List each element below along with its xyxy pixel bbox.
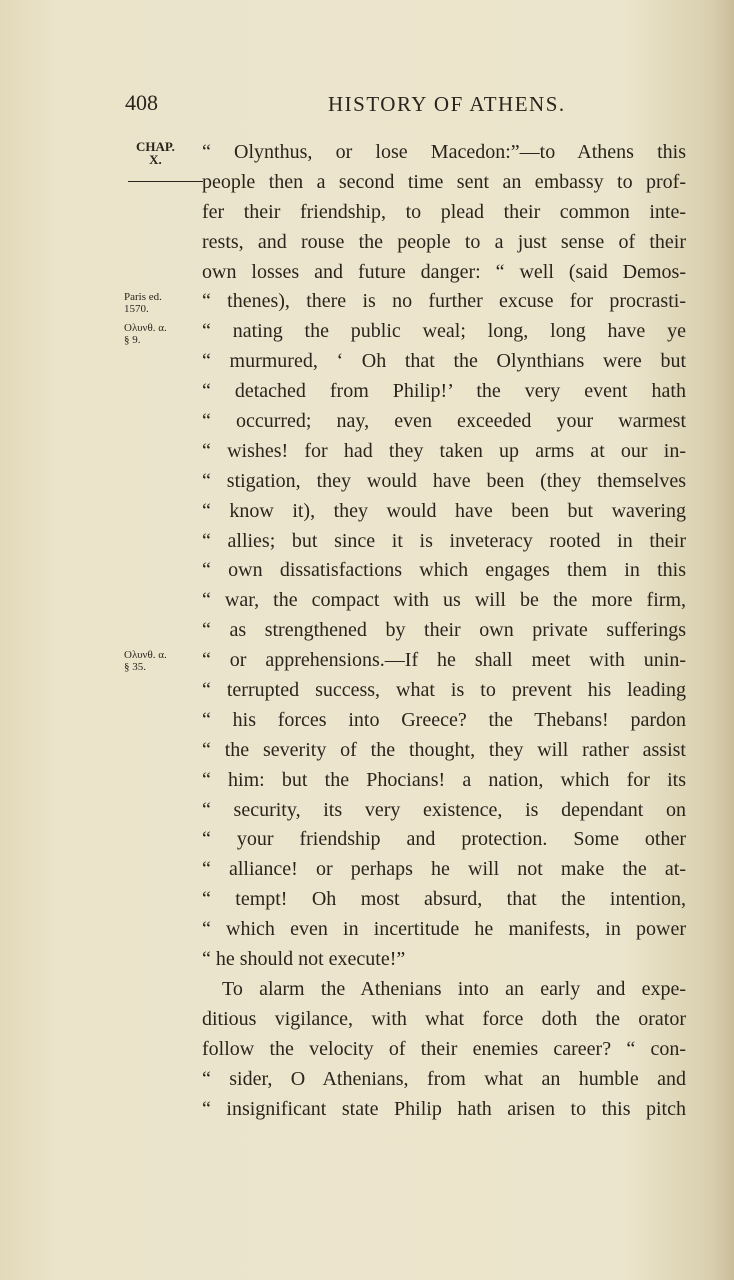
- text-line: follow the velocity of their enemies career? “ con-: [202, 1037, 686, 1060]
- text-line: “ the severity of the thought, they will rather assist: [202, 738, 686, 761]
- text-line: “ stigation, they would have been (they themselves: [202, 469, 686, 492]
- chapter-label: [136, 140, 175, 166]
- text-line: “ alliance! or perhaps he will not make the at-: [202, 858, 686, 881]
- text-line: ditious vigilance, with what force doth the orator: [202, 1007, 686, 1030]
- text-line: “ murmured, ‘ Oh that the Olynthians were but: [202, 350, 686, 373]
- margin-note-line: Paris ed.: [124, 291, 162, 303]
- text-line: “ security, its very existence, is dependant on: [202, 798, 686, 821]
- text-line: rests, and rouse the people to a just sense of their: [202, 230, 686, 253]
- text-line: “ which even in incertitude he manifests, in power: [202, 918, 686, 941]
- text-line: fer their friendship, to plead their common inte-: [202, 200, 686, 223]
- text-line: “ thenes), there is no further excuse for procrasti-: [202, 290, 686, 313]
- text-line: “ tempt! Oh most absurd, that the intention,: [202, 888, 686, 911]
- text-line: people then a second time sent an embassy to prof-: [202, 170, 686, 193]
- chapter-number: X.: [149, 152, 162, 167]
- text-line: “ as strengthened by their own private sufferings: [202, 619, 686, 642]
- page-number: 408: [125, 90, 158, 115]
- margin-note-line: Ολυνθ. α.: [124, 322, 167, 334]
- text-line: “ nating the public weal; long, long have ye: [202, 320, 686, 343]
- text-line: own losses and future danger: “ well (said Demos-: [202, 260, 686, 283]
- text-line: “ detached from Philip!’ the very event hath: [202, 380, 686, 403]
- text-line: “ war, the compact with us will be the more firm,: [202, 589, 686, 612]
- text-line: “ your friendship and protection. Some other: [202, 828, 686, 851]
- margin-note-olynth-9: [124, 323, 167, 346]
- margin-note-line: Ολυνθ. α.: [124, 649, 167, 661]
- running-title: HISTORY OF ATHENS.: [328, 92, 566, 116]
- margin-note-paris-edition: [124, 292, 162, 315]
- text-line: “ own dissatisfactions which engages them in this: [202, 559, 686, 582]
- text-line: “ allies; but since it is inveteracy rooted in their: [202, 529, 686, 552]
- text-line: “ Olynthus, or lose Macedon:”—to Athens this: [202, 141, 686, 163]
- margin-note-olynth-35: [124, 650, 167, 673]
- text-line: “ wishes! for had they taken up arms at our in-: [202, 439, 686, 462]
- margin-note-line: § 35.: [124, 660, 146, 673]
- text-line: “ occurred; nay, even exceeded your warmest: [202, 410, 686, 433]
- text-line: “ he should not execute!”: [202, 948, 406, 971]
- chapter-label-text: CHAP.: [136, 139, 175, 154]
- text-line: To alarm the Athenians into an early and expe-: [222, 977, 686, 1000]
- text-line: “ or apprehensions.—If he shall meet with unin-: [202, 649, 686, 672]
- text-line: “ his forces into Greece? the Thebans! pardon: [202, 708, 686, 731]
- text-line: “ him: but the Phocians! a nation, which for its: [202, 768, 686, 791]
- text-line: “ sider, O Athenians, from what an humble and: [202, 1067, 686, 1090]
- margin-note-line: § 9.: [124, 333, 141, 346]
- margin-note-line: 1570.: [124, 302, 149, 315]
- text-line: “ know it), they would have been but wavering: [202, 499, 686, 522]
- text-line: “ terrupted success, what is to prevent his leading: [202, 679, 686, 702]
- text-line: “ insignificant state Philip hath arisen to this pitch: [202, 1097, 686, 1120]
- chapter-rule: [128, 181, 203, 182]
- body-text: [202, 138, 686, 1124]
